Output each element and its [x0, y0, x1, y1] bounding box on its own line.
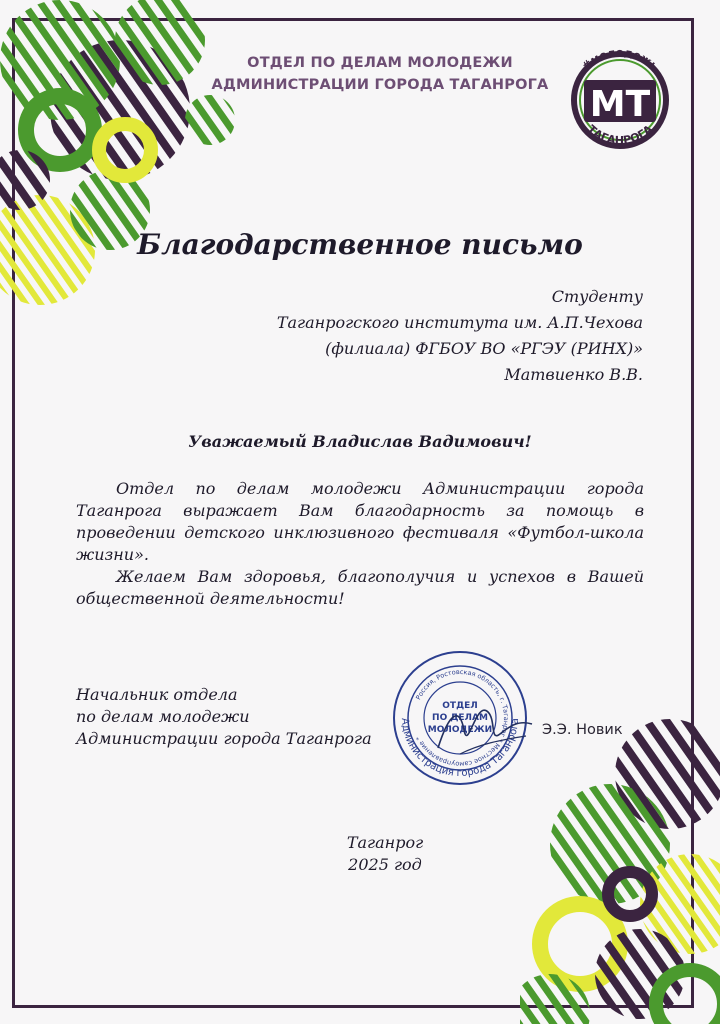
stamp-center-line: ПО ДЕЛАМ [432, 713, 488, 723]
stamp-center-line: ОТДЕЛ [442, 701, 478, 711]
position-line: Начальник отдела [76, 685, 238, 704]
position-line: по делам молодежи [76, 707, 250, 726]
logo-hashtag: #молодежь [579, 45, 661, 73]
footer-year: 2025 год [348, 855, 422, 874]
greeting: Уважаемый Владислав Вадимович! [188, 432, 532, 451]
recipient-line: Таганрогского института им. А.П.Чехова [276, 313, 643, 332]
footer-city: Таганрог [346, 833, 424, 852]
body-paragraph: Желаем Вам здоровья, благополучия и успехов в Вашей общественной деятельности! [76, 567, 644, 608]
stamp-inner-text: Россия, Ростовская область, г. Таганрог * Местное самоуправление * [414, 667, 511, 769]
signer-position [76, 684, 372, 750]
logo-city: ТАГАНРОГА [584, 122, 656, 148]
letter-body [76, 478, 644, 610]
signer-name: Э.Э. Новик [542, 722, 623, 738]
body-paragraph: Отдел по делам молодежи Администрации города Таганрога выражает Вам благодарность за помощь в проведении детского инклюзивного фестиваля «Футбол-школа жизни». [76, 479, 644, 564]
header-line-1: ОТДЕЛ ПО ДЕЛАМ МОЛОДЕЖИ [247, 55, 513, 71]
recipient-block [277, 284, 643, 388]
stamp-center-line: МОЛОДЕЖИ [427, 725, 493, 735]
organization-header [180, 52, 580, 96]
handwritten-signature [427, 690, 540, 770]
recipient-line: Матвиенко В.В. [504, 365, 643, 384]
header-line-2: АДМИНИСТРАЦИИ ГОРОДА ТАГАНРОГА [211, 77, 549, 93]
stamp-outer-text: Администрация города Таганрога [398, 717, 522, 780]
document-title: Благодарственное письмо [137, 228, 583, 261]
recipient-line: (филиала) ФГБОУ ВО «РГЭУ (РИНХ)» [325, 339, 643, 358]
logo-letters: МТ [589, 84, 651, 125]
svg-text:ТАГАНРОГА [585, 122, 656, 147]
position-line: Администрации города Таганрога [76, 729, 372, 748]
molodezh-taganrog-logo [560, 40, 680, 158]
decorative-pattern-top-left [0, 0, 240, 310]
recipient-line: Студенту [551, 287, 643, 306]
place-and-year [0, 832, 720, 876]
